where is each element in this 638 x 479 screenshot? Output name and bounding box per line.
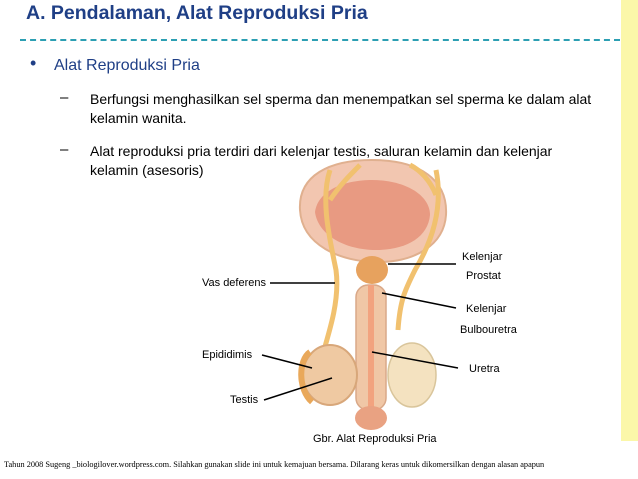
label-prostat: Prostat: [466, 270, 501, 282]
slide-title: A. Pendalaman, Alat Reproduksi Pria: [26, 2, 368, 24]
footer-copyright: Tahun 2008 Sugeng _biologilover.wordpress.com. Silahkan gunakan slide ini untuk kemajuan bersama. Dilarang keras untuk dikomersilkan dengan alasan apapun: [4, 460, 545, 469]
label-kelenjar-prostat: Kelenjar: [462, 251, 503, 263]
label-uretra: Uretra: [469, 363, 500, 375]
glans-shape: [355, 406, 387, 430]
subpoint-function: Berfungsi menghasilkan sel sperma dan menempatkan sel sperma ke dalam alat kelamin wanita.: [90, 91, 592, 126]
dash-icon: –: [60, 89, 69, 106]
urethra-shape: [368, 285, 374, 410]
bullet-icon: •: [30, 53, 37, 73]
scrotum-shape: [388, 343, 436, 407]
leader-bulbouretra: [382, 293, 456, 308]
label-kelenjar-bulbouretra: Kelenjar: [466, 303, 507, 315]
figure-caption: Gbr. Alat Reproduksi Pria: [313, 433, 437, 445]
subpoint-components: Alat reproduksi pria terdiri dari kelenjar testis, saluran kelamin dan kelenjar kelamin (asesoris): [90, 143, 553, 178]
label-epididimis: Epididimis: [202, 349, 253, 361]
label-testis: Testis: [230, 394, 259, 406]
label-vas-deferens: Vas deferens: [202, 277, 267, 289]
dash-icon: –: [60, 141, 69, 158]
label-bulbouretra: Bulbouretra: [460, 324, 517, 336]
prostate-shape: [356, 256, 388, 284]
bullet-heading: Alat Reproduksi Pria: [54, 57, 200, 74]
